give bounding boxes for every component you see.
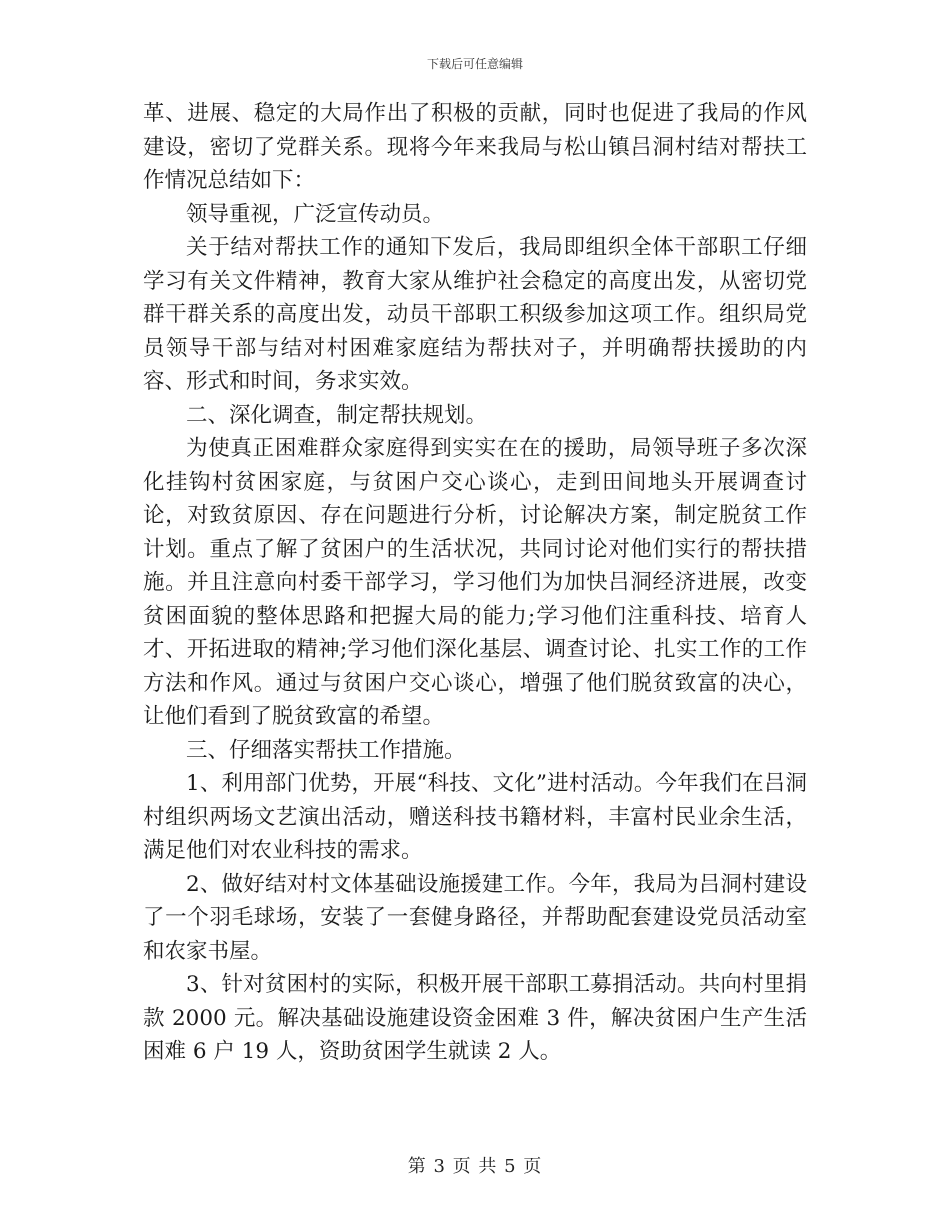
page-header: 下载后可任意编辑 (426, 57, 523, 71)
section-heading-leadership: 领导重视，广泛宣传动员。 (186, 201, 445, 227)
paragraph-intro-continued: 革、进展、稳定的大局作出了积极的贡献，同时也促进了我局的作风建设，密切了党群关系。现将今年来我局与松山镇吕洞村结对帮扶工作情况总结如下： (143, 101, 807, 193)
section-heading-measures: 三、仔细落实帮扶工作措施。 (186, 737, 466, 763)
page-number-footer: 第 3 页 共 5 页 (407, 1156, 543, 1177)
list-item-measure-2: 2、做好结对村文体基础设施援建工作。今年，我局为吕洞村建设了一个羽毛球场，安装了一套健身路径，并帮助配套建设党员活动室和农家书屋。 (143, 871, 807, 964)
list-item-measure-1: 1、利用部门优势，开展“科技、文化”进村活动。今年我们在吕洞村组织两场文艺演出活动，赠送科技书籍材料，丰富村民业余生活，满足他们对农业科技的需求。 (143, 771, 807, 863)
paragraph-investigation: 为使真正困难群众家庭得到实实在在的援助，局领导班子多次深化挂钩村贫困家庭，与贫困户交心谈心，走到田间地头开展调查讨论，对致贫原因、存在问题进行分析，讨论解决方案，制定脱贫工作计划。重点了解了贫困户的生活状况，共同讨论对他们实行的帮扶措施。并且注意向村委干部学习，学习他们为加快吕洞经济进展，改变贫困面貌的整体思路和把握大局的能力;学习他们注重科技、培育人才、开拓进取的精神;学习他们深化基层、调查讨论、扎实工作的工作方法和作风。通过与贫困户交心谈心，增强了他们脱贫致富的决心，让他们看到了脱贫致富的希望。 (143, 436, 807, 729)
section-heading-investigation: 二、深化调查，制定帮扶规划。 (186, 402, 488, 428)
document-body (143, 97, 807, 1069)
paragraph-leadership: 关于结对帮扶工作的通知下发后，我局即组织全体干部职工仔细学习有关文件精神，教育大家从维护社会稳定的高度出发，从密切党群干群关系的高度出发，动员干部职工积级参加这项工作。组织局党员领导干部与结对村困难家庭结为帮扶对子，并明确帮扶援助的内容、形式和时间，务求实效。 (143, 235, 807, 394)
list-item-measure-3: 3、针对贫困村的实际，积极开展干部职工募捐活动。共向村里捐款 2000 元。解决基础设施建设资金困难 3 件，解决贫困户生产生活困难 6 户 19 人，资助贫困学生就读 2 人。 (143, 972, 807, 1064)
